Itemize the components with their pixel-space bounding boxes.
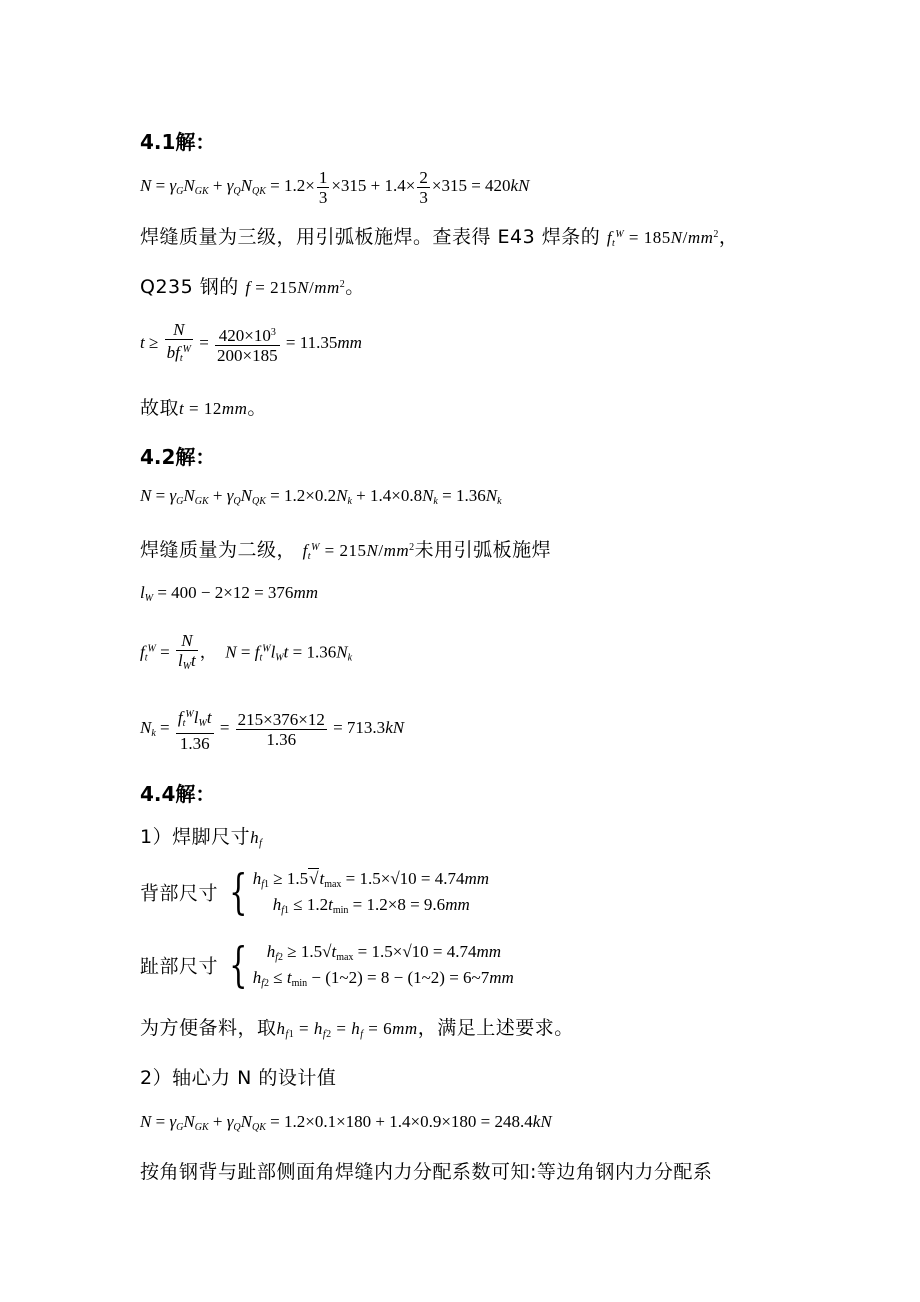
- ft-value-215: $f_t^W = 215N/mm^2$: [302, 541, 415, 562]
- back-size-label: 背部尺寸: [140, 882, 219, 905]
- item-2-label: 2）轴心力 N 的设计值: [140, 1067, 337, 1089]
- text-4-1-line1-b: ，: [718, 226, 739, 248]
- t-value-12: t = 12mm: [179, 399, 248, 418]
- text-4-1-line3-a: 故取: [140, 397, 180, 419]
- hf-symbol: $h_f$: [250, 828, 263, 849]
- back-size-system: [253, 866, 489, 918]
- hf-equal-6mm: $h_{f1} = h_{f2} = h_f = 6mm$: [276, 1019, 418, 1040]
- back-size-block: [140, 866, 489, 918]
- text-4-1-line1: [140, 222, 738, 249]
- back-eq-1: $h_{f1} \ge 1.5√t_{max} = 1.5\times√10 = 4.74mm$: [252, 869, 490, 890]
- eq-4-1-load-math: $N = \gamma_GN_{GK} + \gamma_QN_{QK} = 1.2\times$ $\frac{1}{3}$ ×315 + 1.4× $\frac{2}{3}$ ×315 = 420kN: [140, 168, 530, 207]
- toe-size-system: [253, 939, 514, 991]
- text-4-2-line1-a: 焊缝质量为二级，: [140, 539, 297, 561]
- text-4-1-line1-a: 焊缝质量为三级，用引弧板施焊。查表得 E43 焊条的: [140, 226, 601, 248]
- ft-value-185: $f_t^W = 185N/mm^2$: [606, 228, 719, 249]
- text-4-1-line2-a: Q235 钢的: [140, 276, 239, 298]
- text-4-1-line2: [140, 272, 365, 299]
- text-4-4-choose-a: 为方便备料，取: [140, 1017, 277, 1039]
- toe-size-label: 趾部尺寸: [140, 955, 219, 978]
- heading-4-1: 4.1解：: [140, 130, 216, 154]
- eq-4-1-thickness: t ≥ $\frac{N}{bf_t^W}$ = $\frac{420\times 10^3}{200\times 185}$ = 11.35mm: [140, 320, 362, 365]
- item-1-text: 1）焊脚尺寸: [140, 826, 251, 848]
- text-4-1-line3: [140, 393, 267, 420]
- eq-4-1-load: [140, 168, 529, 207]
- eq-4-4-n: $N = \gamma_GN_{GK} + \gamma_QN_{QK} = 1.2\times 0.1\times 180 + 1.4\times 0.9\times 180 = 248.4kN$: [140, 1112, 552, 1133]
- brace-icon: {: [229, 864, 248, 920]
- text-4-2-line1: [140, 535, 551, 562]
- item-1-label: [140, 822, 262, 849]
- text-4-1-line3-b: 。: [247, 397, 267, 419]
- eq-4-2-stress: $f_t^W$ = $\frac{N}{l_Wt}$ ， $N = f_t^Wl_Wt = 1.36N_k$: [140, 631, 353, 672]
- brace-icon: {: [229, 937, 248, 993]
- toe-eq-2: $h_{f2} \le t_{min}$ − (1~2) = 8 − (1~2) = 6~7mm: [252, 968, 514, 989]
- text-4-4-choose: [140, 1013, 574, 1040]
- text-4-1-line2-b: 。: [345, 276, 365, 298]
- text-4-4-choose-b: ，满足上述要求。: [417, 1017, 574, 1039]
- toe-size-block: [140, 939, 514, 991]
- eq-4-2-nk: $N_k$ = $\frac{f_t^Wl_Wt}{1.36}$ = $\frac{215\times 376\times 12}{1.36}$ = 713.3kN: [140, 705, 404, 753]
- eq-4-2-lw: $l_W = 400 - 2\times 12 = 376mm$: [140, 583, 318, 604]
- heading-4-4: 4.4解：: [140, 782, 216, 806]
- text-4-2-line1-b: 未用引弧板施焊: [414, 539, 552, 561]
- toe-eq-1: $h_{f2} \ge 1.5√t_{max} = 1.5\times√10 = 4.74mm$: [266, 942, 502, 963]
- heading-4-2: 4.2解：: [140, 445, 216, 469]
- eq-4-2-load: $N = \gamma_GN_{GK} + \gamma_QN_{QK} = 1.2\times 0.2N_k + 1.4\times 0.8N_k = 1.36N_k$: [140, 486, 502, 507]
- back-eq-2: $h_{f1} \le 1.2t_{min} = 1.2\times 8 = 9.6mm$: [272, 895, 470, 916]
- text-4-4-last: 按角钢背与趾部侧面角焊缝内力分配系数可知:等边角钢内力分配系: [140, 1161, 713, 1183]
- f-value-215: $f = 215N/mm^2$: [245, 278, 346, 297]
